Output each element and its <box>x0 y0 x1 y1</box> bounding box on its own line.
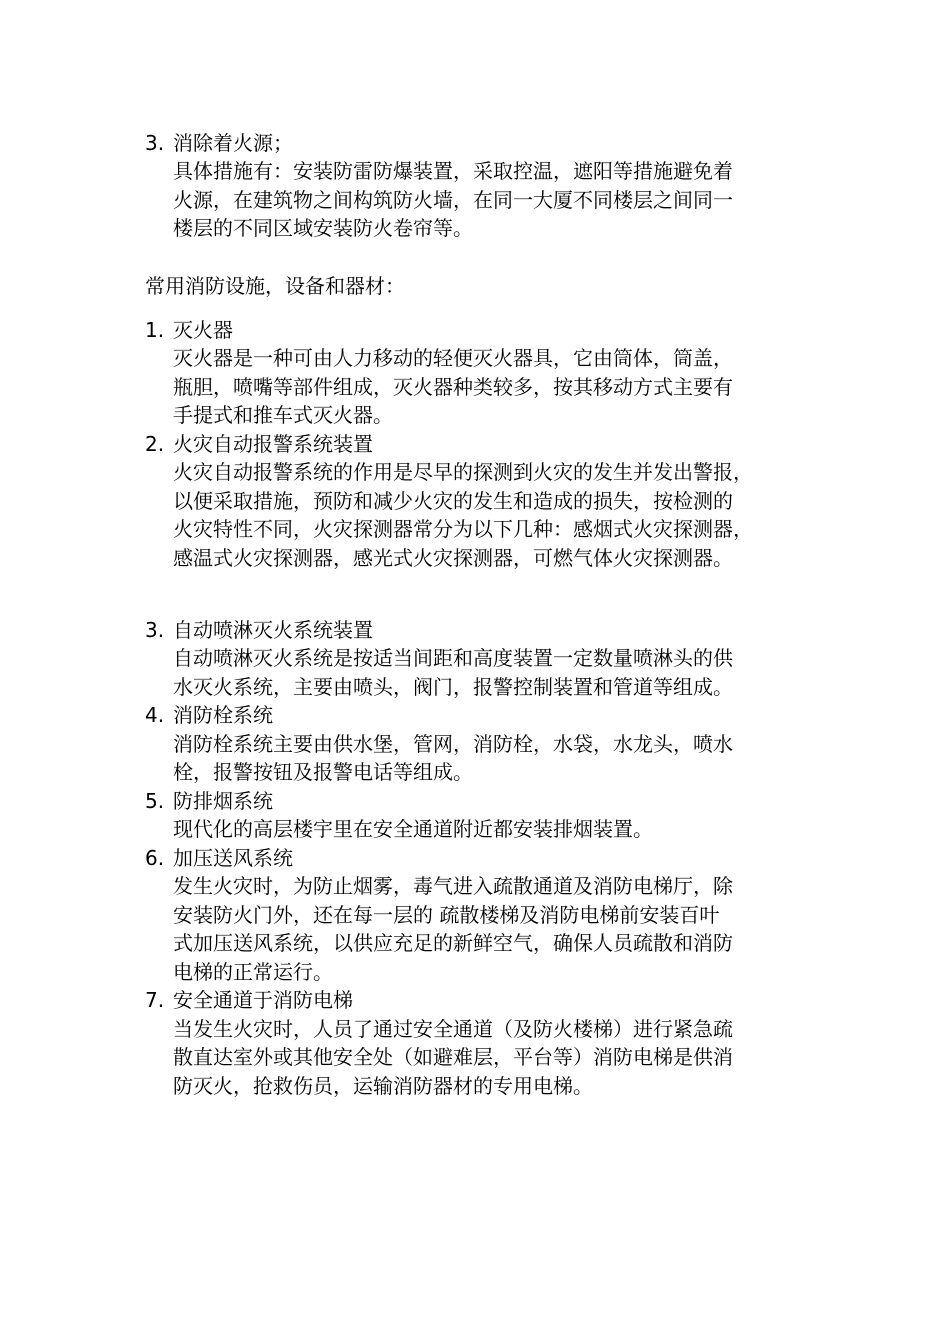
paragraph-line: 散直达室外或其他安全处（如避难层，平台等）消防电梯是供消 <box>173 1045 733 1069</box>
paragraph-line: 火源，在建筑物之间构筑防火墙，在同一大厦不同楼层之间同一 <box>173 188 733 212</box>
item-heading: 自动喷淋灭火系统装置 <box>173 618 373 642</box>
item-heading: 安全通道于消防电梯 <box>173 988 353 1012</box>
paragraph-line: 电梯的正常运行。 <box>173 960 333 984</box>
paragraph-line: 灭火器是一种可由人力移动的轻便灭火器具，它由筒体，筒盖， <box>173 346 733 370</box>
list-number: 3. <box>145 618 165 642</box>
item-heading: 灭火器 <box>173 318 233 342</box>
list-number: 7. <box>145 988 165 1012</box>
paragraph-line: 栓，报警按钮及报警电话等组成。 <box>173 760 473 784</box>
paragraph-line: 现代化的高层楼宇里在安全通道附近都安装排烟装置。 <box>173 817 653 841</box>
paragraph-line: 火灾特性不同，火灾探测器常分为以下几种：感烟式火灾探测器， <box>173 517 753 541</box>
paragraph-line: 感温式火灾探测器，感光式火灾探测器，可燃气体火灾探测器。 <box>173 546 733 570</box>
paragraph-line: 水灭火系统，主要由喷头，阀门，报警控制装置和管道等组成。 <box>173 675 733 699</box>
item-heading: 防排烟系统 <box>173 789 273 813</box>
paragraph-line: 楼层的不同区域安装防火卷帘等。 <box>173 216 473 240</box>
list-number: 4. <box>145 703 165 727</box>
paragraph-line: 手提式和推车式灭火器。 <box>173 403 393 427</box>
paragraph-line: 具体措施有：安装防雷防爆装置，采取控温，遮阳等措施避免着 <box>173 159 733 183</box>
list-number: 1. <box>145 318 165 342</box>
paragraph-line: 火灾自动报警系统的作用是尽早的探测到火灾的发生并发出警报， <box>173 460 753 484</box>
list-number: 2. <box>145 432 165 456</box>
list-number: 3. <box>145 131 165 155</box>
paragraph-line: 消防栓系统主要由供水堡，管网，消防栓，水袋，水龙头，喷水 <box>173 732 733 756</box>
paragraph-line: 以便采取措施，预防和减少火灾的发生和造成的损失，按检测的 <box>173 489 733 513</box>
paragraph-line: 当发生火灾时，人员了通过安全通道（及防火楼梯）进行紧急疏 <box>173 1017 733 1041</box>
item-heading: 火灾自动报警系统装置 <box>173 432 373 456</box>
list-number: 6. <box>145 846 165 870</box>
item-heading: 加压送风系统 <box>173 846 293 870</box>
paragraph-line: 安装防火门外，还在每一层的 疏散楼梯及消防电梯前安装百叶 <box>173 903 720 927</box>
item-heading: 消防栓系统 <box>173 703 273 727</box>
paragraph-line: 防灭火，抢救伤员，运输消防器材的专用电梯。 <box>173 1074 593 1098</box>
section-heading: 消除着火源； <box>173 131 293 155</box>
paragraph-line: 瓶胆，喷嘴等部件组成，灭火器种类较多，按其移动方式主要有 <box>173 375 733 399</box>
list-number: 5. <box>145 789 165 813</box>
paragraph-line: 式加压送风系统，以供应充足的新鲜空气，确保人员疏散和消防 <box>173 931 733 955</box>
paragraph-line: 自动喷淋灭火系统是按适当间距和高度装置一定数量喷淋头的供 <box>173 646 733 670</box>
paragraph-line: 发生火灾时，为防止烟雾，毒气进入疏散通道及消防电梯厅，除 <box>173 874 733 898</box>
intro-paragraph: 常用消防设施，设备和器材： <box>145 274 405 298</box>
